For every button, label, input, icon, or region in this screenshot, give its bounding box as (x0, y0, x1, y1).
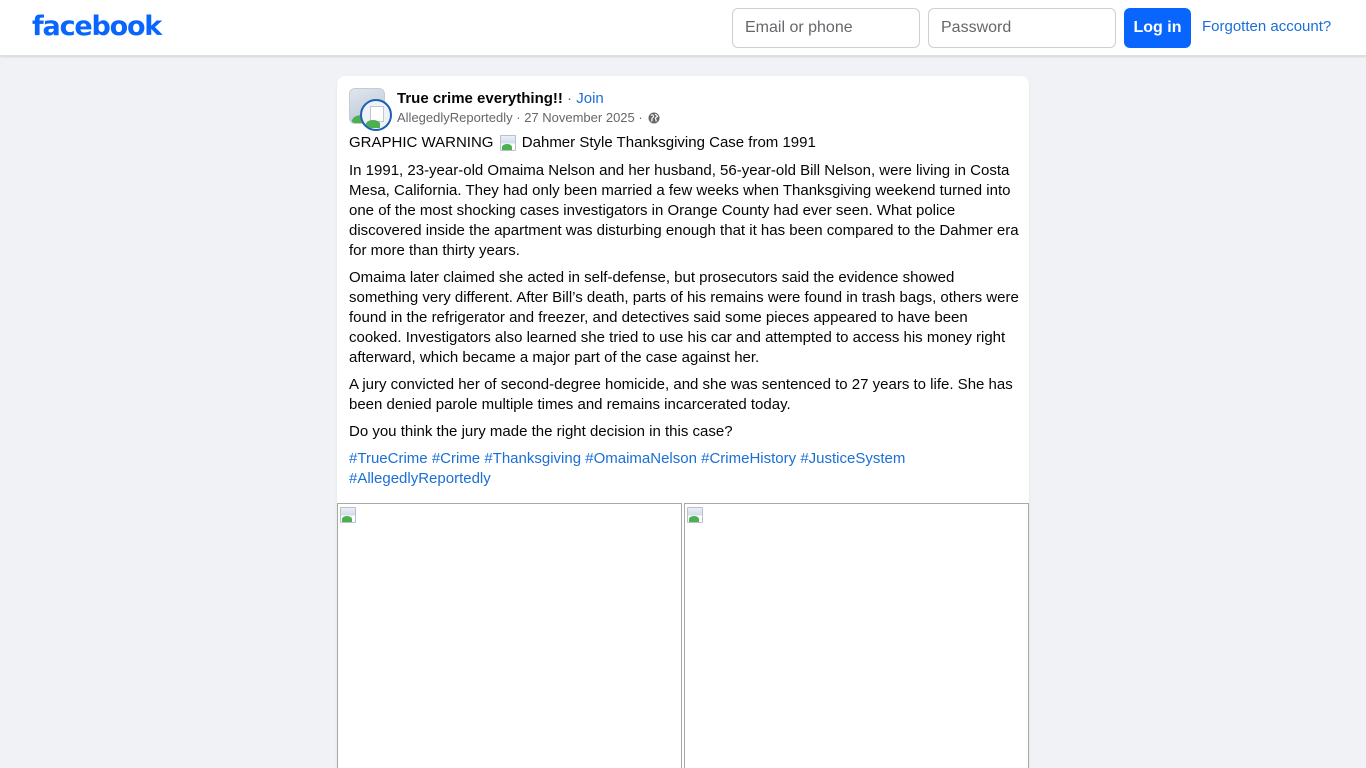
post-date-link[interactable]: 27 November 2025 (524, 110, 635, 125)
group-name-link[interactable]: True crime everything!! (397, 90, 563, 107)
post-paragraph: Do you think the jury made the right decision in this case? (349, 423, 733, 440)
email-input[interactable] (732, 8, 920, 48)
top-navigation-bar (0, 0, 1366, 56)
join-group-link[interactable]: Join (576, 90, 604, 107)
title-warning-text: GRAPHIC WARNING (349, 134, 494, 151)
post-meta (397, 109, 660, 129)
separator: · (562, 90, 577, 107)
forgotten-account-link[interactable]: Forgotten account? (1202, 18, 1332, 35)
post-images (337, 503, 1029, 768)
post-paragraph: Omaima later claimed she acted in self-defense, but prosecutors said the evidence showed something very different. After Bill’s death, parts of his remains were found in trash bags, others were found in the refrigerator and freezer, and detectives said some pieces appeared to have been cooked. Investigators also learned she tried to use his car and attempted to access his money right afterward, which became a major part of the case against her. (349, 269, 1019, 366)
globe-icon (648, 111, 660, 129)
broken-image-icon (687, 507, 703, 523)
avatar[interactable] (349, 88, 391, 130)
hashtag-link[interactable]: #CrimeHistory (701, 450, 797, 467)
facebook-logo[interactable]: facebook (32, 11, 162, 42)
hashtag-link[interactable]: #Thanksgiving (484, 450, 582, 467)
title-text: Dahmer Style Thanksgiving Case from 1991 (521, 134, 816, 151)
hashtag-link[interactable]: #Crime (431, 450, 481, 467)
hashtag-link[interactable]: #AllegedlyReportedly (349, 470, 491, 487)
post-header (349, 88, 1009, 132)
login-button[interactable]: Log in (1124, 8, 1191, 48)
post-title (349, 133, 1021, 153)
post-image-2[interactable] (684, 503, 1029, 768)
hashtag-link[interactable]: #OmaimaNelson (585, 450, 697, 467)
separator: · (634, 110, 647, 125)
post-paragraph: In 1991, 23-year-old Omaima Nelson and her husband, 56-year-old Bill Nelson, were living in Costa Mesa, California. They had only been married a few weeks when Thanksgiving weekend turned into one of the most shocking cases investigators in Orange County had ever seen. What police discovered inside the apartment was disturbing enough that it has been compared to the Dahmer era for more than thirty years. (349, 162, 1019, 259)
post-paragraph: A jury convicted her of second-degree homicide, and she was sentenced to 27 years to life. She has been denied parole multiple times and remains incarcerated today. (349, 376, 1013, 413)
author-link[interactable]: AllegedlyReportedly (397, 110, 513, 125)
broken-image-icon (500, 135, 516, 151)
post-card (337, 76, 1029, 768)
hashtag-link[interactable]: #TrueCrime (349, 450, 428, 467)
post-image-1[interactable] (337, 503, 682, 768)
user-avatar-icon[interactable] (360, 99, 392, 131)
hashtag-link[interactable]: #JusticeSystem (800, 450, 906, 467)
group-line (397, 89, 604, 109)
broken-image-icon (340, 507, 356, 523)
password-input[interactable] (928, 8, 1116, 48)
hashtags (349, 449, 1021, 489)
separator: · (512, 110, 525, 125)
post-body (349, 133, 1021, 496)
